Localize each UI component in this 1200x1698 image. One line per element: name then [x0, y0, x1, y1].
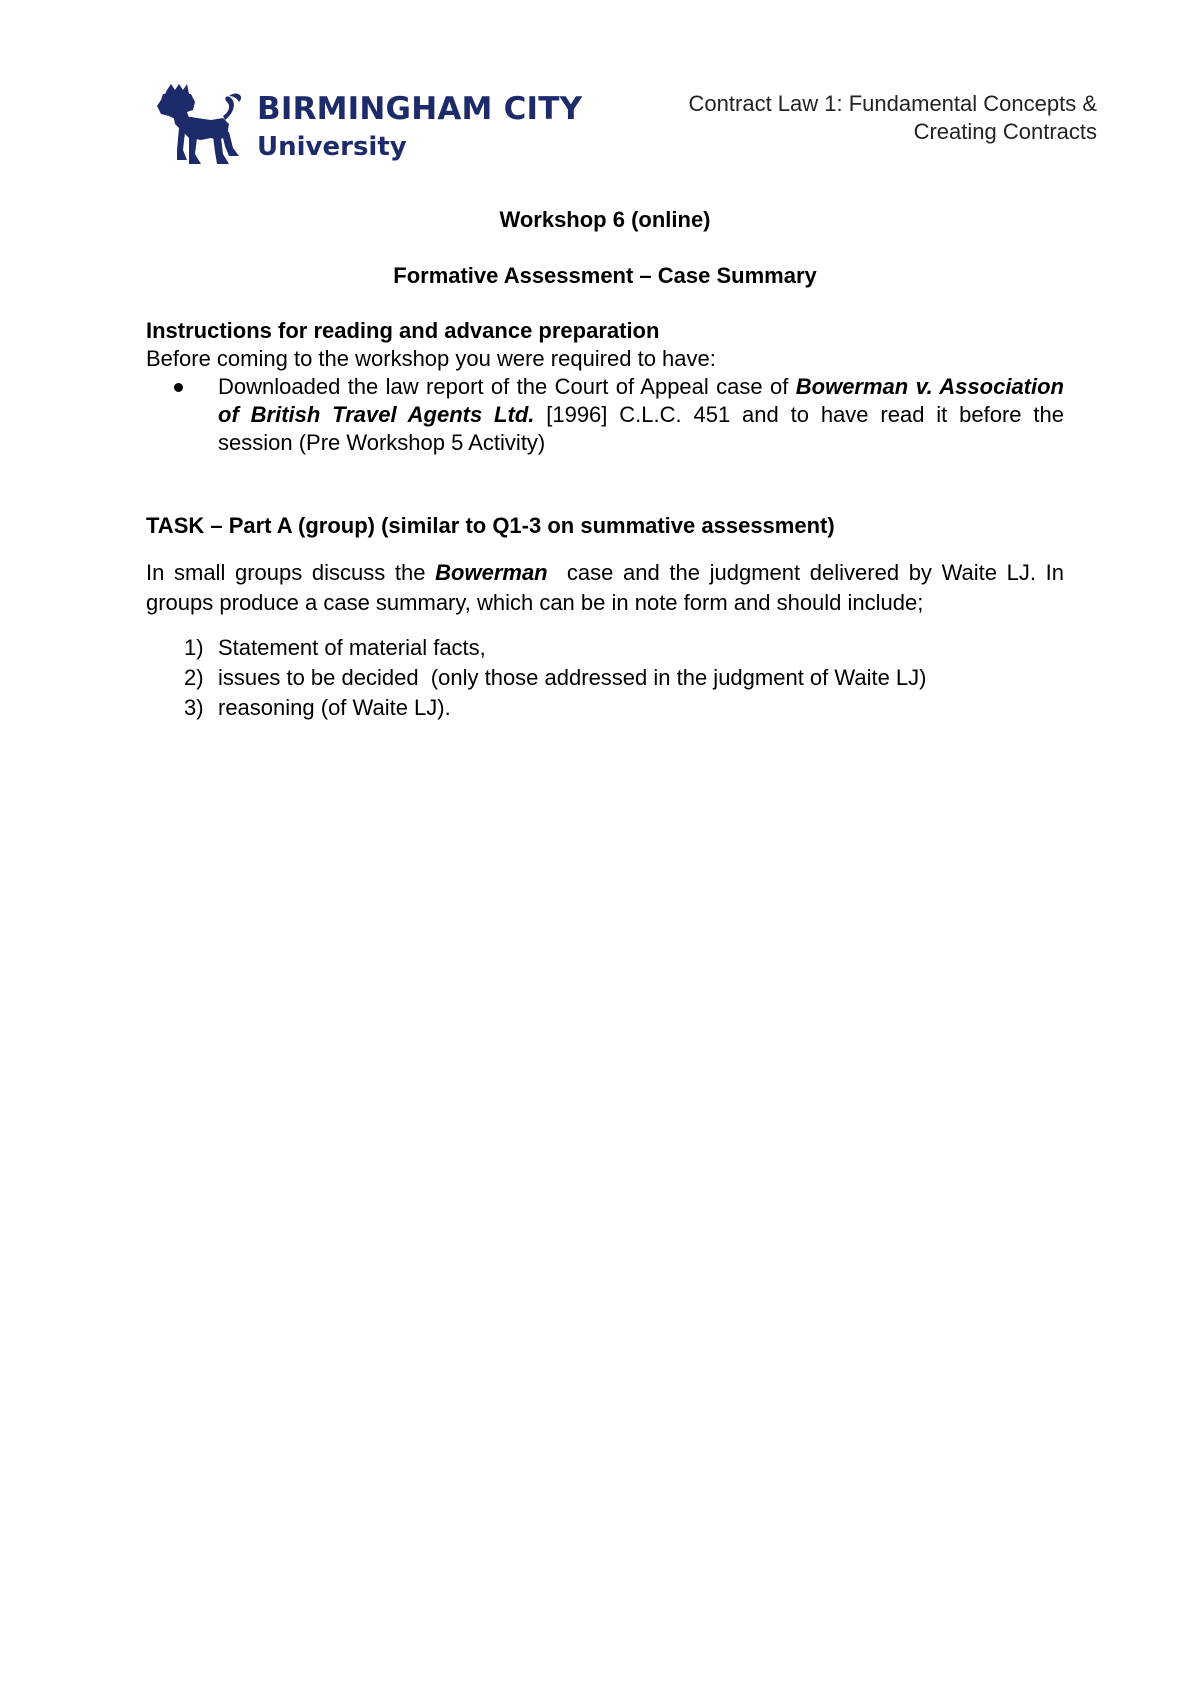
module-title	[577, 90, 1097, 146]
list-marker: 3)	[184, 695, 204, 720]
task-description	[146, 558, 1071, 618]
logo-line-2: University	[257, 132, 407, 162]
module-title-line-1: Contract Law 1: Fundamental Concepts &	[688, 91, 1097, 116]
bullet-icon	[174, 383, 183, 392]
bullet-text-before: Downloaded the law report of the Court of Appeal case of	[218, 374, 796, 399]
document-body	[146, 206, 1071, 723]
case-name: Bowerman v. Association of British Travel Agents Ltd.	[218, 374, 1064, 427]
list-item	[146, 373, 1064, 457]
logo-line-1: BIRMINGHAM CITY	[257, 91, 583, 127]
instructions-intro: Before coming to the workshop you were required to have:	[146, 346, 716, 371]
page-subtitle: Formative Assessment – Case Summary	[393, 263, 817, 288]
list-item-text: reasoning (of Waite LJ).	[218, 695, 451, 720]
list-item	[146, 693, 1064, 723]
logo-wordmark	[257, 91, 583, 162]
task-case-name: Bowerman	[435, 560, 548, 585]
list-marker: 2)	[184, 665, 204, 690]
task-list	[146, 633, 1064, 723]
university-logo	[153, 84, 583, 170]
list-item-text: Statement of material facts,	[218, 635, 486, 660]
task-text-after: case and the judgment delivered by Waite LJ. In groups produce a case summary, which can be in note form and should include;	[146, 560, 1071, 615]
task-text-before: In small groups discuss the	[146, 560, 436, 585]
list-item	[146, 633, 1064, 663]
list-marker: 1)	[184, 635, 204, 660]
task-heading: TASK – Part A (group) (similar to Q1-3 on summative assessment)	[146, 513, 835, 538]
instructions-list	[146, 373, 1064, 457]
instructions-heading: Instructions for reading and advance preparation	[146, 318, 660, 343]
module-title-line-2: Creating Contracts	[913, 119, 1097, 144]
bullet-text-after: [1996] C.L.C. 451 and to have read it before the session (Pre Workshop 5 Activity)	[218, 402, 1064, 455]
page-title: Workshop 6 (online)	[499, 207, 711, 232]
list-item	[146, 663, 1064, 693]
lion-crest-icon	[153, 84, 245, 170]
list-item-text: issues to be decided (only those addressed in the judgment of Waite LJ)	[218, 665, 927, 690]
